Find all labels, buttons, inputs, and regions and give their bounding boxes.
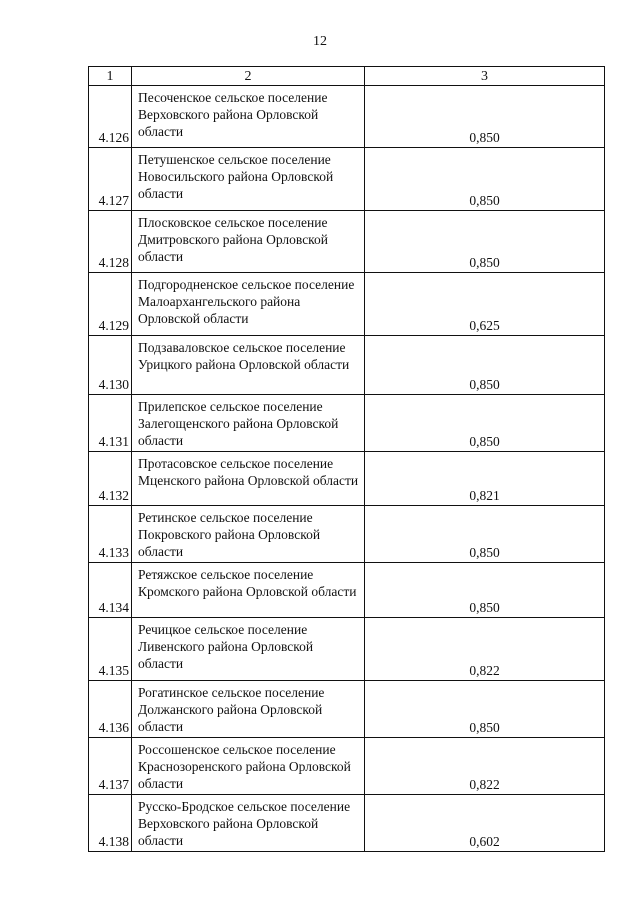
- row-number-cell: 4.133: [89, 506, 132, 563]
- row-number-cell: 4.135: [89, 618, 132, 681]
- row-number-cell: 4.136: [89, 681, 132, 738]
- table-row: [89, 395, 605, 452]
- settlement-name-cell: Рогатинское сельское поселение Должанского района Орловской области: [132, 681, 365, 738]
- settlement-name-cell: Протасовское сельское поселение Мценского района Орловской области: [132, 452, 365, 506]
- table-row: [89, 738, 605, 795]
- settlement-name-cell: Плосковское сельское поселение Дмитровского района Орловской области: [132, 211, 365, 273]
- column-header-3: 3: [365, 67, 605, 86]
- table-body: [89, 86, 605, 852]
- column-header-1: 1: [89, 67, 132, 86]
- table-row: [89, 618, 605, 681]
- table-row: [89, 506, 605, 563]
- column-header-2: 2: [132, 67, 365, 86]
- row-number-cell: 4.134: [89, 563, 132, 618]
- settlement-name-cell: Русско-Бродское сельское поселение Верховского района Орловской области: [132, 795, 365, 852]
- row-number-cell: 4.129: [89, 273, 132, 336]
- row-number-cell: 4.126: [89, 86, 132, 148]
- settlement-name-cell: Подгородненское сельское поселение Малоархангельского района Орловской области: [132, 273, 365, 336]
- coefficient-cell: 0,850: [365, 211, 605, 273]
- row-number-cell: 4.130: [89, 336, 132, 395]
- table-row: [89, 452, 605, 506]
- coefficient-cell: 0,821: [365, 452, 605, 506]
- row-number-cell: 4.127: [89, 148, 132, 211]
- settlement-name-cell: Петушенское сельское поселение Новосильского района Орловской области: [132, 148, 365, 211]
- coefficient-cell: 0,625: [365, 273, 605, 336]
- coefficient-cell: 0,850: [365, 395, 605, 452]
- table-row: [89, 86, 605, 148]
- coefficient-cell: 0,850: [365, 681, 605, 738]
- table-row: [89, 336, 605, 395]
- settlement-name-cell: Прилепское сельское поселение Залегощенского района Орловской области: [132, 395, 365, 452]
- settlement-name-cell: Речицкое сельское поселение Ливенского района Орловской области: [132, 618, 365, 681]
- coefficient-cell: 0,850: [365, 336, 605, 395]
- row-number-cell: 4.132: [89, 452, 132, 506]
- coefficient-cell: 0,822: [365, 738, 605, 795]
- settlement-name-cell: Россошенское сельское поселение Краснозоренского района Орловской области: [132, 738, 365, 795]
- row-number-cell: 4.138: [89, 795, 132, 852]
- table-row: [89, 681, 605, 738]
- page-number: 12: [313, 34, 327, 49]
- coefficient-cell: 0,850: [365, 506, 605, 563]
- settlement-name-cell: Ретинское сельское поселение Покровского района Орловской области: [132, 506, 365, 563]
- table-row: [89, 795, 605, 852]
- row-number-cell: 4.131: [89, 395, 132, 452]
- coefficient-cell: 0,850: [365, 148, 605, 211]
- settlements-table: [88, 66, 605, 852]
- settlement-name-cell: Песоченское сельское поселение Верховского района Орловской области: [132, 86, 365, 148]
- coefficient-cell: 0,850: [365, 86, 605, 148]
- coefficient-cell: 0,822: [365, 618, 605, 681]
- table-row: [89, 211, 605, 273]
- coefficient-cell: 0,602: [365, 795, 605, 852]
- table-header-row: [89, 67, 605, 86]
- settlement-name-cell: Ретяжское сельское поселение Кромского района Орловской области: [132, 563, 365, 618]
- row-number-cell: 4.128: [89, 211, 132, 273]
- table-row: [89, 563, 605, 618]
- table-row: [89, 148, 605, 211]
- table-row: [89, 273, 605, 336]
- settlement-name-cell: Подзаваловское сельское поселение Урицкого района Орловской области: [132, 336, 365, 395]
- coefficient-cell: 0,850: [365, 563, 605, 618]
- row-number-cell: 4.137: [89, 738, 132, 795]
